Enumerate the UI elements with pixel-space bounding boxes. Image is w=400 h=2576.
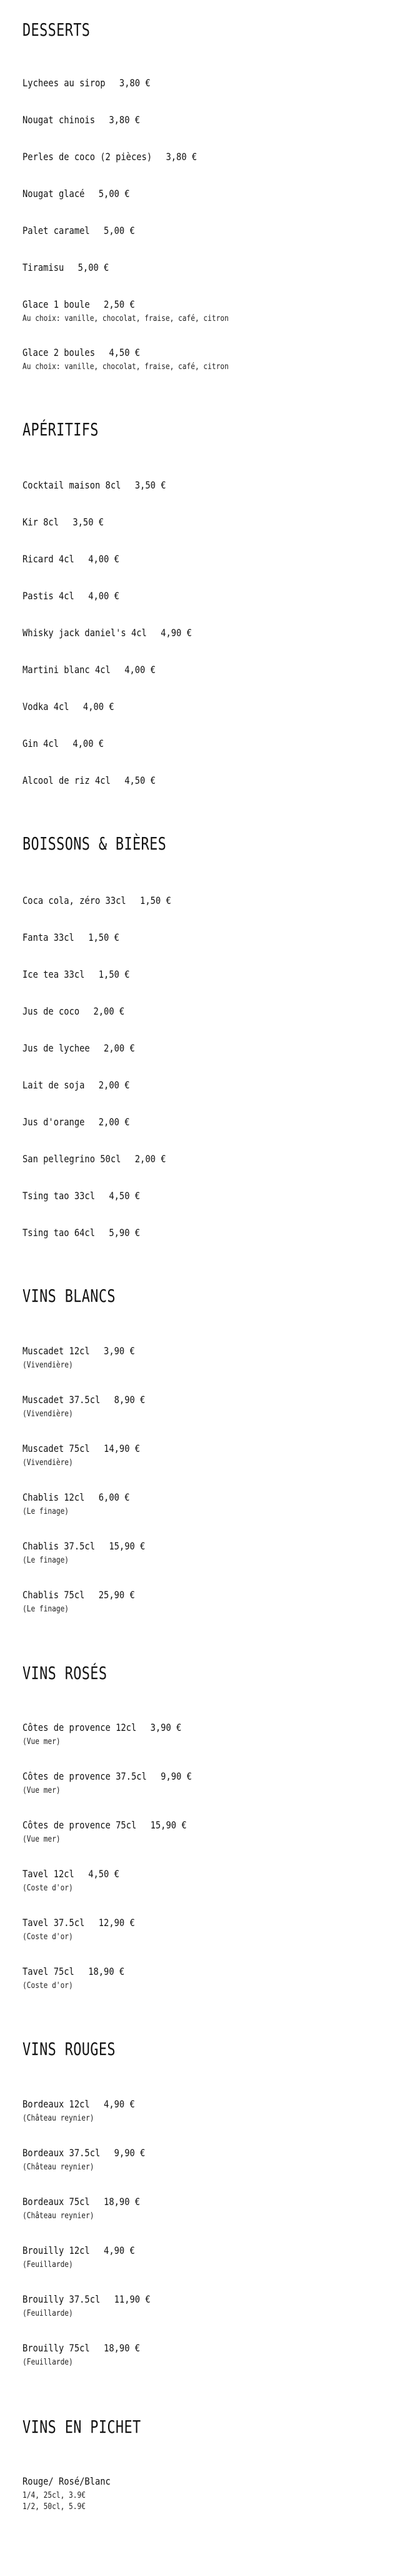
item-name: Bordeaux 12cl <box>22 2098 90 2110</box>
section-vins-pichet <box>22 2415 174 2440</box>
item-note: (Le finage) <box>22 1605 69 1614</box>
list-item <box>22 188 147 200</box>
item-note: (Coste d'or) <box>22 1884 73 1893</box>
item-name: Côtes de provence 37.5cl <box>22 1770 147 1782</box>
item-price: 14,90 € <box>104 1443 141 1454</box>
item-name: Tiramisu <box>22 261 64 273</box>
list-item <box>22 627 219 639</box>
item-name: Glace 1 boule <box>22 298 90 310</box>
item-note: (Feuillarde) <box>22 2309 73 2318</box>
item-note: (Vivendière) <box>22 1361 73 1370</box>
item-price: 18,90 € <box>88 1965 125 1977</box>
section-boissons <box>22 831 207 856</box>
list-item <box>22 1227 159 1239</box>
item-price: 1,50 € <box>98 968 130 980</box>
item-price: 4,50 € <box>109 1190 141 1202</box>
item-name: Nougat chinois <box>22 114 95 126</box>
item-name: Glace 2 boules <box>22 347 95 358</box>
item-name: Muscadet 12cl <box>22 1345 90 1357</box>
item-note: (Château reynier) <box>22 2211 94 2221</box>
item-price: 8,90 € <box>114 1394 146 1406</box>
list-item <box>22 77 171 89</box>
section-title: APÉRITIFS <box>22 419 99 440</box>
list-item <box>22 1770 219 1797</box>
item-name: Côtes de provence 75cl <box>22 1819 137 1831</box>
item-note: 1/4, 25cl, 3.9€ <box>22 2491 86 2500</box>
list-item <box>22 1540 165 1566</box>
item-name: Muscadet 75cl <box>22 1443 90 1454</box>
item-price: 4,90 € <box>104 2244 135 2256</box>
list-item <box>22 590 135 602</box>
item-price: 2,00 € <box>93 1005 125 1017</box>
list-item <box>22 1819 213 1845</box>
item-price: 2,00 € <box>98 1079 130 1091</box>
item-name: Chablis 12cl <box>22 1491 85 1503</box>
section-desserts <box>22 18 109 43</box>
item-price: 1,50 € <box>140 895 171 906</box>
item-name: Jus de lychee <box>22 1042 90 1054</box>
list-item <box>22 738 117 750</box>
item-price: 9,90 € <box>161 1770 192 1782</box>
section-vins-rouges <box>22 2037 142 2062</box>
item-name: Brouilly 37.5cl <box>22 2293 101 2305</box>
item-name: Côtes de provence 12cl <box>22 1722 137 1733</box>
list-item <box>22 1394 165 1420</box>
item-name: Chablis 75cl <box>22 1589 85 1601</box>
list-item <box>22 2342 159 2368</box>
item-name: Fanta 33cl <box>22 931 74 943</box>
item-price: 5,90 € <box>109 1227 141 1239</box>
item-price: 18,90 € <box>104 2196 141 2208</box>
item-name: Tsing tao 64cl <box>22 1227 95 1239</box>
item-price: 5,00 € <box>78 261 109 273</box>
list-item <box>22 1079 147 1092</box>
item-name: Rouge/ Rosé/Blanc <box>22 2475 111 2487</box>
section-vins-roses <box>22 1661 131 1686</box>
section-title: BOISSONS & BIÈRES <box>22 833 167 854</box>
item-name: Martini blanc 4cl <box>22 664 111 676</box>
section-title: VINS EN PICHET <box>22 2416 141 2437</box>
item-note: (Le finage) <box>22 1507 69 1516</box>
item-price: 15,90 € <box>109 1540 146 1552</box>
item-note: (Vue mer) <box>22 1737 61 1747</box>
item-name: Pastis 4cl <box>22 590 74 602</box>
list-item <box>22 2098 153 2124</box>
list-item <box>22 1116 147 1128</box>
list-item <box>22 968 147 981</box>
item-price: 4,00 € <box>88 590 119 602</box>
item-name: Tsing tao 33cl <box>22 1190 95 1202</box>
list-item <box>22 1589 153 1615</box>
list-item <box>22 1005 141 1018</box>
item-price: 25,90 € <box>98 1589 135 1601</box>
item-note: (Le finage) <box>22 1556 69 1565</box>
item-name: Cocktail maison 8cl <box>22 479 121 491</box>
list-item <box>22 1917 153 1943</box>
list-item <box>22 2293 171 2320</box>
item-name: Palet caramel <box>22 225 90 236</box>
item-price: 2,00 € <box>104 1042 135 1054</box>
item-price: 2,50 € <box>104 298 135 310</box>
list-item <box>22 1042 153 1055</box>
item-price: 3,80 € <box>109 114 141 126</box>
list-item <box>22 1868 135 1894</box>
item-price: 11,90 € <box>114 2293 151 2305</box>
item-price: 3,90 € <box>150 1722 182 1733</box>
item-price: 3,90 € <box>104 1345 135 1357</box>
section-title: VINS ROUGES <box>22 2039 116 2059</box>
item-note: (Vivendière) <box>22 1409 73 1419</box>
list-item <box>22 2244 153 2271</box>
item-price: 3,80 € <box>166 151 198 163</box>
item-price: 12,90 € <box>98 1917 135 1929</box>
list-item <box>22 2147 165 2173</box>
section-aperitifs <box>22 417 120 442</box>
list-item <box>22 225 153 237</box>
section-title: DESSERTS <box>22 19 91 40</box>
item-price: 5,00 € <box>98 188 130 200</box>
list-item <box>22 1965 141 1992</box>
list-item <box>22 553 135 565</box>
item-note: (Feuillarde) <box>22 2260 73 2269</box>
item-note: (Château reynier) <box>22 2163 94 2172</box>
item-name: Gin 4cl <box>22 738 59 749</box>
list-item <box>22 1722 208 1748</box>
item-price: 4,50 € <box>109 347 141 358</box>
item-name: Jus de coco <box>22 1005 80 1017</box>
section-title: VINS BLANCS <box>22 1285 116 1306</box>
item-price: 4,00 € <box>124 664 156 676</box>
item-name: Kir 8cl <box>22 516 59 528</box>
item-name: Tavel 75cl <box>22 1965 74 1977</box>
item-price: 3,50 € <box>134 479 166 491</box>
item-price: 4,00 € <box>72 738 104 749</box>
list-item <box>22 479 189 492</box>
item-price: 2,00 € <box>98 1116 130 1128</box>
list-item <box>22 1443 159 1469</box>
item-note: 1/2, 50cl, 5.9€ <box>22 2502 86 2512</box>
item-name: Whisky jack daniel's 4cl <box>22 627 147 639</box>
list-item <box>22 298 262 325</box>
item-price: 9,90 € <box>114 2147 146 2159</box>
section-title: VINS ROSÉS <box>22 1663 108 1683</box>
item-note: (Château reynier) <box>22 2114 94 2123</box>
item-price: 1,50 € <box>88 931 119 943</box>
list-item <box>22 1153 189 1165</box>
item-price: 4,50 € <box>124 774 156 786</box>
item-note: Au choix: vanille, chocolat, fraise, café, citron <box>22 314 229 323</box>
item-name: Nougat glacé <box>22 188 85 200</box>
item-name: Jus d'orange <box>22 1116 85 1128</box>
item-note: (Coste d'or) <box>22 1932 73 1942</box>
item-price: 18,90 € <box>104 2342 141 2354</box>
item-name: Brouilly 12cl <box>22 2244 90 2256</box>
list-item <box>22 701 129 713</box>
list-item <box>22 2196 159 2222</box>
item-name: Muscadet 37.5cl <box>22 1394 101 1406</box>
list-item <box>22 931 135 944</box>
item-price: 4,00 € <box>88 553 119 565</box>
item-name: Tavel 37.5cl <box>22 1917 85 1929</box>
list-item <box>22 1345 153 1371</box>
item-name: San pellegrino 50cl <box>22 1153 121 1165</box>
item-price: 3,50 € <box>72 516 104 528</box>
item-note: (Coste d'or) <box>22 1981 73 1990</box>
item-price: 15,90 € <box>150 1819 187 1831</box>
item-name: Ricard 4cl <box>22 553 74 565</box>
item-price: 5,00 € <box>104 225 135 236</box>
list-item <box>22 774 178 787</box>
item-name: Ice tea 33cl <box>22 968 85 980</box>
item-name: Bordeaux 37.5cl <box>22 2147 101 2159</box>
item-note: (Vivendière) <box>22 1458 73 1468</box>
list-item <box>22 1491 147 1518</box>
item-note: (Vue mer) <box>22 1786 61 1795</box>
list-item <box>22 261 123 274</box>
list-item <box>22 2475 125 2513</box>
section-vins-blancs <box>22 1284 142 1309</box>
list-item <box>22 664 178 676</box>
item-name: Bordeaux 75cl <box>22 2196 90 2208</box>
item-name: Coca cola, zéro 33cl <box>22 895 126 906</box>
list-item <box>22 151 226 163</box>
list-item <box>22 347 262 373</box>
item-name: Tavel 12cl <box>22 1868 74 1880</box>
item-price: 4,50 € <box>88 1868 119 1880</box>
item-note: (Feuillarde) <box>22 2358 73 2367</box>
item-name: Lychees au sirop <box>22 77 106 89</box>
item-name: Perles de coco (2 pièces) <box>22 151 152 163</box>
item-name: Vodka 4cl <box>22 701 69 712</box>
item-name: Brouilly 75cl <box>22 2342 90 2354</box>
list-item <box>22 114 159 126</box>
item-price: 4,00 € <box>82 701 114 712</box>
item-note: Au choix: vanille, chocolat, fraise, café, citron <box>22 362 229 372</box>
list-item <box>22 516 117 529</box>
item-price: 4,90 € <box>161 627 192 639</box>
list-item <box>22 1190 159 1202</box>
item-price: 6,00 € <box>98 1491 130 1503</box>
item-name: Chablis 37.5cl <box>22 1540 95 1552</box>
item-price: 4,90 € <box>104 2098 135 2110</box>
item-note: (Vue mer) <box>22 1835 61 1844</box>
item-name: Alcool de riz 4cl <box>22 774 111 786</box>
item-price: 3,80 € <box>119 77 151 89</box>
item-price: 2,00 € <box>134 1153 166 1165</box>
list-item <box>22 895 195 907</box>
item-name: Lait de soja <box>22 1079 85 1091</box>
